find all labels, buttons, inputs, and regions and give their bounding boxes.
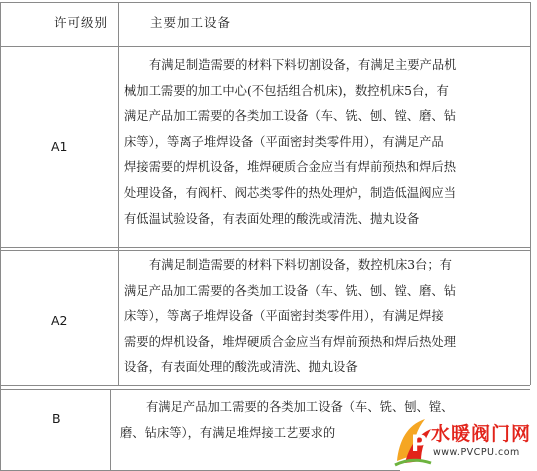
column-divider-row-b: [110, 389, 111, 470]
equipment-b-line: 磨、钻床等），有满足堆焊接工艺要求的: [120, 425, 336, 440]
equipment-a2-line: 床等），等离子堆焊设备（平面密封类零件用），有满足焊接: [124, 309, 444, 324]
equipment-a2-line: 满足产品加工需要的各类加工设备（车、铣、刨、镗、磨、钻: [124, 283, 457, 298]
site-watermark: [387, 411, 537, 471]
equipment-a2-line: 设备，有表面处理的酸洗或清洗、抛丸设备: [124, 360, 358, 375]
equipment-a1-line: 焊接需要的焊机设备，堆焊硬质合金应当有焊前预热和焊后热: [124, 160, 457, 175]
header-main-equipment: 主要加工设备: [150, 15, 232, 30]
level-a2: A2: [51, 313, 68, 328]
table-top-border: [0, 2, 530, 3]
equipment-a1: [124, 53, 456, 232]
equipment-a1-line: 械加工需要的加工中心(不包括组合机床)，数控机床5台，有: [124, 83, 449, 98]
equipment-a2-line: 需要的焊机设备，堆焊硬质合金应当有焊前预热和焊后热处理: [124, 334, 457, 349]
equipment-a2: [124, 253, 456, 381]
equipment-a2-line: 有满足制造需要的材料下料切割设备，数控机床3台；有: [149, 258, 452, 272]
header-bottom-border: [0, 46, 530, 47]
row-a2-bottom-border: [0, 385, 530, 386]
equipment-a1-line: 有低温试验设备，有表面处理的酸洗或清洗、抛丸设备: [124, 211, 420, 226]
row-b-top-border: [0, 389, 530, 390]
svg-text:P: P: [411, 432, 428, 457]
pvcpu-logo-icon: [391, 415, 435, 467]
row-a2-top-border: [0, 250, 530, 251]
equipment-a1-line: 满足产品加工需要的各类加工设备（车、铣、刨、镗、磨、钻: [124, 109, 457, 124]
row-a1-bottom-border: [0, 247, 530, 248]
header-permit-level: 许可级别: [54, 15, 109, 30]
level-b: B: [52, 411, 61, 426]
watermark-url: www.PVCPU.com: [433, 447, 520, 458]
table-right-border: [530, 2, 531, 385]
equipment-a1-line: 处理设备，有阀杆、阀芯类零件的热处理炉，制造低温阀应当: [124, 185, 457, 200]
column-divider: [118, 2, 119, 385]
equipment-a1-line: 床等），等离子堆焊设备（平面密封类零件用），有满足产品: [124, 134, 444, 149]
equipment-b-line: 有满足产品加工需要的各类加工设备（车、铣、刨、镗、: [146, 400, 454, 414]
equipment-a1-line: 有满足制造需要的材料下料切割设备，有满足主要产品机: [149, 58, 457, 72]
table-left-border: [0, 2, 1, 470]
watermark-title: 水暖阀门网: [431, 423, 532, 445]
level-a1: A1: [51, 139, 68, 154]
